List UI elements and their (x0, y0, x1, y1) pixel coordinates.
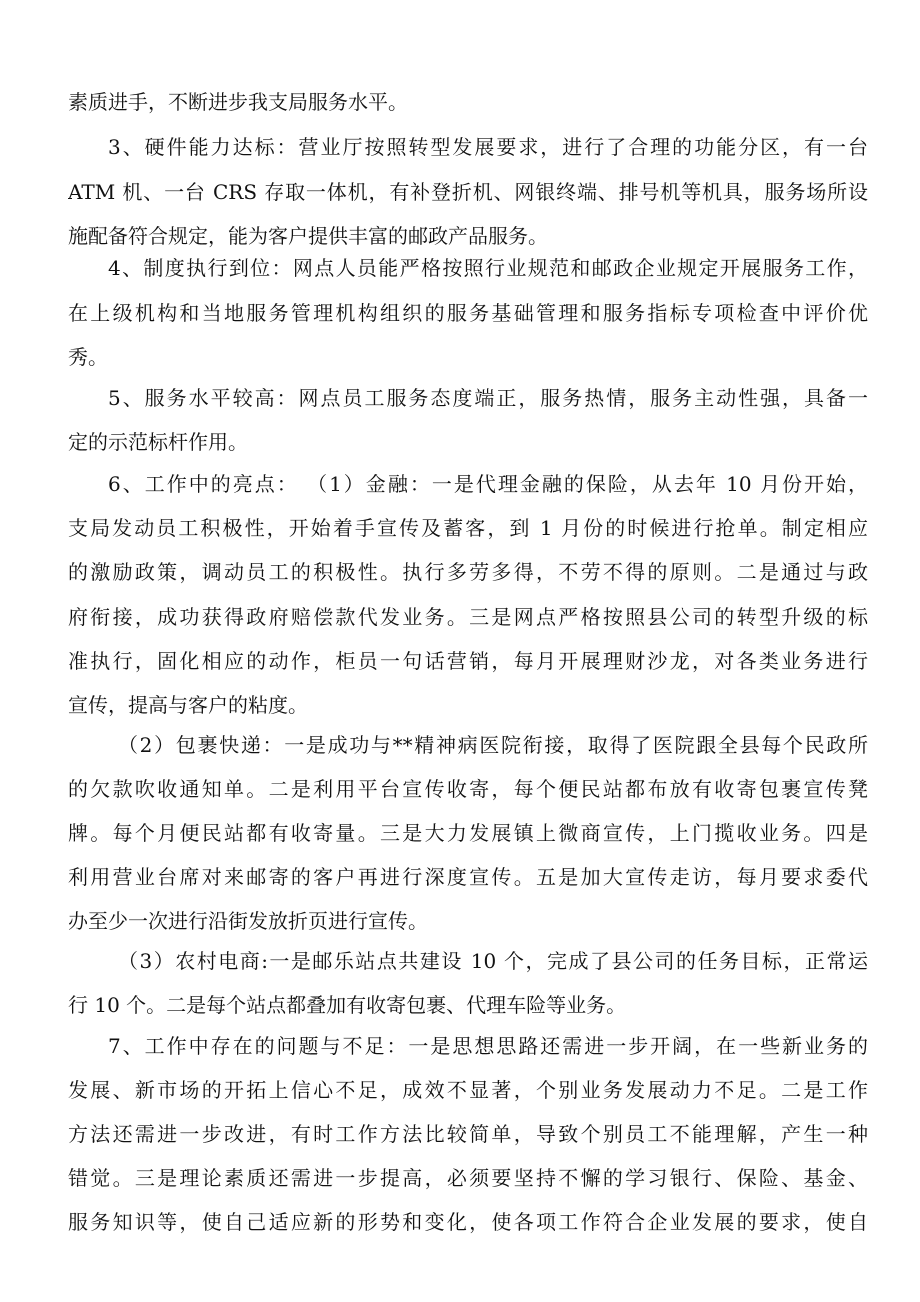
text-line-5: 4、制度执行到位：网点人员能严格按照行业规范和邮政企业规定开展服务工作， (108, 256, 868, 280)
text-line-27: 服务知识等，使自己适应新的形势和变化，使各项工作符合企业发展的要求，使自 (68, 1210, 868, 1234)
text-line-1: 素质进手，不断进步我支局服务水平。 (68, 90, 408, 114)
text-line-12: 的激励政策，调动员工的积极性。执行多劳多得，不劳不得的原则。二是通过与政 (68, 560, 868, 584)
text-line-21: （3）农村电商:一是邮乐站点共建设 10 个，完成了县公司的任务目标，正常运 (118, 949, 868, 973)
text-line-18: 牌。每个月便民站都有收寄量。三是大力发展镇上微商宣传，上门揽收业务。四是 (68, 821, 868, 845)
text-line-3: ATM 机、一台 CRS 存取一体机，有补登折机、网银终端、排号机等机具，服务场所设 (68, 180, 868, 204)
text-line-23: 7、工作中存在的问题与不足：一是思想思路还需进一步开阔，在一些新业务的 (108, 1034, 868, 1058)
text-line-13: 府衔接，成功获得政府赔偿款代发业务。三是网点严格按照县公司的转型升级的标 (68, 605, 868, 629)
text-line-16: （2）包裹快递：一是成功与**精神病医院衔接，取得了医院跟全县每个民政所 (118, 733, 868, 757)
text-line-22: 行 10 个。二是每个站点都叠加有收寄包裹、代理车险等业务。 (68, 993, 627, 1017)
text-line-26: 错觉。三是理论素质还需进一步提高，必须要坚持不懈的学习银行、保险、基金、 (68, 1166, 868, 1190)
text-line-2: 3、硬件能力达标：营业厅按照转型发展要求，进行了合理的功能分区，有一台 (108, 135, 868, 159)
text-line-6: 在上级机构和当地服务管理机构组织的服务基础管理和服务指标专项检查中评价优 (68, 301, 868, 325)
text-line-17: 的欠款吹收通知单。二是利用平台宣传收寄，每个便民站都布放有收寄包裹宣传凳 (68, 777, 868, 801)
text-line-14: 准执行，固化相应的动作，柜员一句话营销，每月开展理财沙龙，对各类业务进行 (68, 649, 868, 673)
text-line-7: 秀。 (68, 345, 108, 369)
text-line-11: 支局发动员工积极性，开始着手宣传及蓄客，到 1 月份的时候进行抢单。制定相应 (68, 516, 868, 540)
text-line-15: 宣传，提高与客户的粘度。 (68, 693, 308, 717)
text-line-20: 办至少一次进行沿街发放折页进行宣传。 (68, 909, 428, 933)
text-line-25: 方法还需进一步改进，有时工作方法比较简单，导致个别员工不能理解，产生一种 (68, 1122, 868, 1146)
text-line-8: 5、服务水平较高：网点员工服务态度端正，服务热情，服务主动性强，具备一 (108, 386, 868, 410)
text-line-24: 发展、新市场的开拓上信心不足，成效不显著，个别业务发展动力不足。二是工作 (68, 1078, 868, 1102)
text-line-9: 定的示范标杆作用。 (68, 430, 248, 454)
text-line-4: 施配备符合规定，能为客户提供丰富的邮政产品服务。 (68, 224, 548, 248)
text-line-10: 6、工作中的亮点： （1）金融：一是代理金融的保险，从去年 10 月份开始， (108, 472, 868, 496)
text-line-19: 利用营业台席对来邮寄的客户再进行深度宣传。五是加大宣传走访，每月要求委代 (68, 865, 868, 889)
